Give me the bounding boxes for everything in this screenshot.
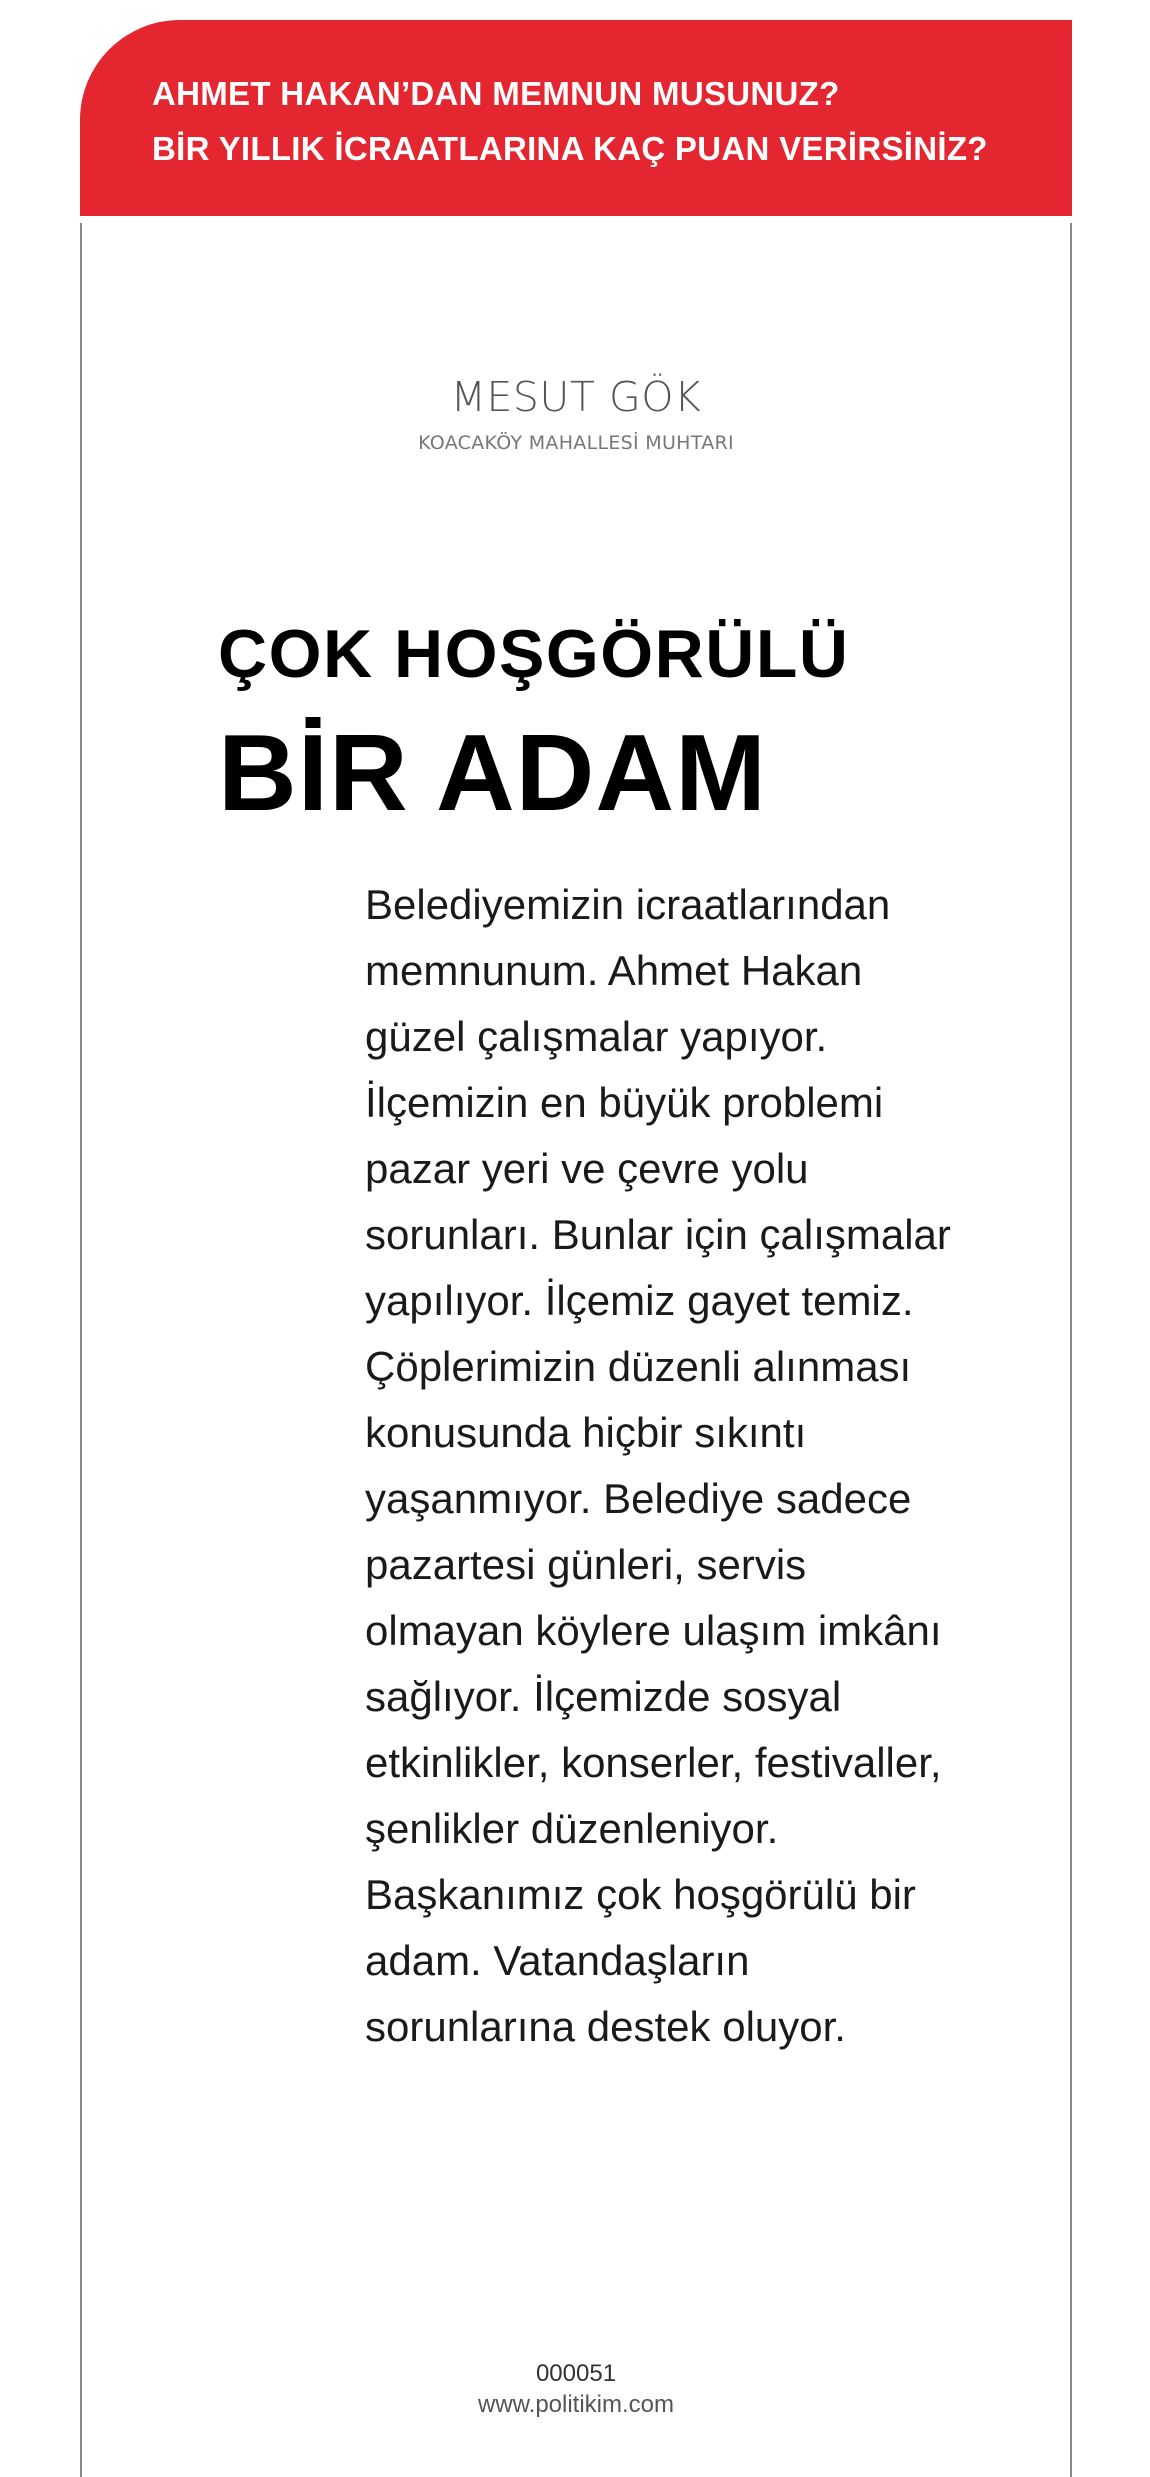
quote-line: adam. Vatandaşların bbox=[365, 1937, 750, 1984]
quote-body bbox=[365, 872, 965, 2060]
quote-line: yapılıyor. İlçemiz gayet temiz. bbox=[365, 1277, 914, 1324]
quote-line: memnunum. Ahmet Hakan bbox=[365, 947, 863, 994]
quote-line: sağlıyor. İlçemizde sosyal bbox=[365, 1673, 842, 1720]
quote-line: yaşanmıyor. Belediye sadece bbox=[365, 1475, 912, 1522]
document-code: 000051 bbox=[535, 2360, 617, 2387]
person-name: MESUT GÖK bbox=[450, 373, 702, 421]
quote-line: etkinlikler, konserler, festivaller, bbox=[365, 1739, 942, 1786]
quote-line: konusunda hiçbir sıkıntı bbox=[365, 1409, 807, 1456]
quote-line: İlçemizin en büyük problemi bbox=[365, 1079, 884, 1126]
website-link[interactable]: www.politikim.com bbox=[477, 2391, 675, 2418]
article-card bbox=[80, 20, 1072, 2477]
quote-line: Başkanımız çok hoşgörülü bir bbox=[365, 1871, 916, 1918]
frame-left-border bbox=[80, 223, 82, 2477]
quote-line: pazartesi günleri, servis bbox=[365, 1541, 807, 1588]
headline-line-1: ÇOK HOŞGÖRÜLÜ bbox=[218, 616, 850, 692]
headline-line-2: BİR ADAM bbox=[218, 712, 767, 834]
question-banner bbox=[80, 20, 1072, 216]
banner-question-line-1: AHMET HAKAN’DAN MEMNUN MUSUNUZ? bbox=[152, 75, 840, 112]
quote-line: sorunları. Bunlar için çalışmalar bbox=[365, 1211, 951, 1258]
quote-line: Belediyemizin icraatlarından bbox=[365, 881, 891, 928]
quote-line: olmayan köylere ulaşım imkânı bbox=[365, 1607, 942, 1654]
quote-line: pazar yeri ve çevre yolu bbox=[365, 1145, 809, 1192]
quote-line: Çöplerimizin düzenli alınması bbox=[365, 1343, 912, 1390]
frame-right-border bbox=[1070, 223, 1072, 2477]
quote-line: sorunlarına destek oluyor. bbox=[365, 2003, 846, 2050]
quote-line: şenlikler düzenleniyor. bbox=[365, 1805, 779, 1852]
person-title: KOACAKÖY MAHALLESİ MUHTARI bbox=[418, 432, 734, 454]
banner-question-line-2: BİR YILLIK İCRAATLARINA KAÇ PUAN VERİRSİNİZ? bbox=[152, 130, 988, 167]
quote-line: güzel çalışmalar yapıyor. bbox=[365, 1013, 828, 1060]
